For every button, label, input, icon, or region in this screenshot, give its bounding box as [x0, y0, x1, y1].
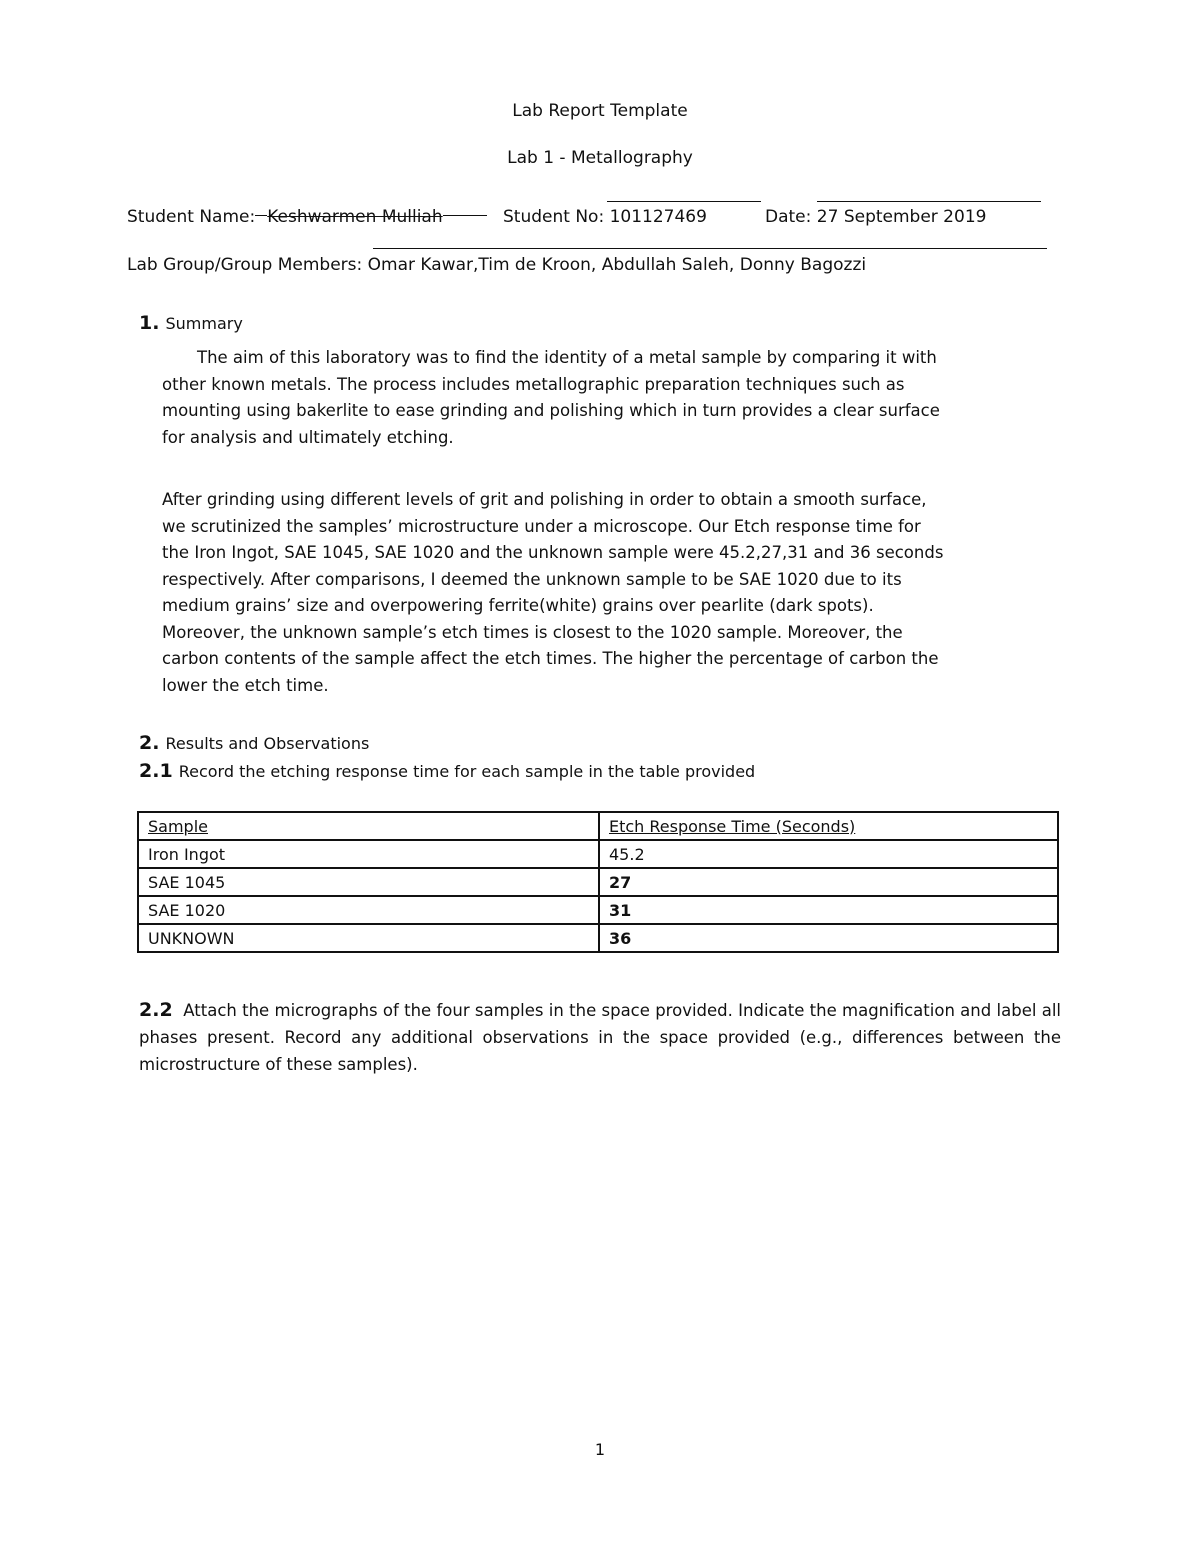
table-cell-sample: Iron Ingot — [138, 840, 599, 868]
section1-number: 1. — [139, 312, 160, 334]
section1-heading — [139, 312, 243, 334]
etch-time-table — [137, 811, 1059, 953]
summary-p2-line: After grinding using different levels of grit and polishing in order to obtain a smooth surface, — [162, 490, 927, 509]
table-cell-sample: SAE 1045 — [138, 868, 599, 896]
summary-p1-line: The aim of this laboratory was to find the identity of a metal sample by comparing it with — [197, 348, 937, 367]
table-row — [138, 840, 1058, 868]
table-header-etch-time: Etch Response Time (Seconds) — [599, 812, 1058, 840]
summary-p2-line: lower the etch time. — [162, 675, 329, 695]
student-number-field — [503, 207, 707, 227]
date-value: 27 September 2019 — [816, 207, 987, 227]
table-cell-time: 36 — [599, 924, 1058, 952]
table-header-sample: Sample — [138, 812, 599, 840]
section2-heading — [139, 732, 369, 754]
table-cell-sample: SAE 1020 — [138, 896, 599, 924]
summary-p2-line: medium grains’ size and overpowering ferrite(white) grains over pearlite (dark spots). — [162, 596, 874, 615]
summary-paragraph-2 — [162, 487, 943, 699]
section2-number: 2. — [139, 732, 160, 754]
section2-title: Results and Observations — [165, 734, 370, 753]
section2-2-block — [139, 997, 1061, 1078]
section1-title: Summary — [165, 314, 243, 333]
student-name-label: Student Name: — [127, 207, 256, 227]
table-row — [138, 924, 1058, 952]
group-members-field — [127, 255, 866, 275]
table-cell-sample: UNKNOWN — [138, 924, 599, 952]
section2-1-number: 2.1 — [139, 760, 173, 782]
summary-paragraph-1 — [162, 345, 940, 451]
date-field — [765, 207, 986, 227]
table-row — [138, 896, 1058, 924]
date-underline — [817, 201, 1041, 202]
summary-p2-line: carbon contents of the sample affect the etch times. The higher the percentage of carbon the — [162, 649, 939, 668]
section2-2-text: Attach the micrographs of the four samples in the space provided. Indicate the magnification and label all phases present. Record any additional observations in the space provided (e.g., differences between the microstructure of these samples). — [139, 1001, 1061, 1074]
group-underline — [373, 248, 1047, 249]
group-value: Omar Kawar,Tim de Kroon, Abdullah Saleh, Donny Bagozzi — [367, 255, 867, 275]
document-subtitle: Lab 1 - Metallography — [507, 148, 693, 168]
page-number: 1 — [594, 1440, 606, 1459]
summary-p2-line: we scrutinized the samples’ microstructure under a microscope. Our Etch response time for — [162, 516, 921, 536]
section2-2-number: 2.2 — [139, 999, 173, 1021]
group-label: Lab Group/Group Members: — [127, 255, 363, 275]
student-number-label: Student No: — [503, 207, 605, 227]
document-title: Lab Report Template — [512, 101, 688, 121]
summary-p2-line: respectively. After comparisons, I deemed the unknown sample to be SAE 1020 due to its — [162, 569, 902, 589]
summary-p1-line: for analysis and ultimately etching. — [162, 427, 454, 447]
section2-1-text: Record the etching response time for each sample in the table provided — [178, 762, 756, 781]
table-cell-time: 27 — [599, 868, 1058, 896]
table-row — [138, 868, 1058, 896]
table-header-row — [138, 812, 1058, 840]
summary-p1-line: mounting using bakerlite to ease grinding and polishing which in turn provides a clear surface — [162, 401, 940, 420]
section2-1-heading — [139, 760, 755, 782]
table-cell-time: 31 — [599, 896, 1058, 924]
student-number-value: 101127469 — [609, 207, 707, 227]
summary-p2-line: the Iron Ingot, SAE 1045, SAE 1020 and the unknown sample were 45.2,27,31 and 36 seconds — [162, 543, 944, 562]
student-name-field — [127, 207, 487, 227]
summary-p1-line: other known metals. The process includes metallographic preparation techniques such as — [162, 374, 905, 394]
summary-p2-line: Moreover, the unknown sample’s etch times is closest to the 1020 sample. Moreover, the — [162, 622, 903, 642]
table-cell-time: 45.2 — [599, 840, 1058, 868]
date-label: Date: — [765, 207, 812, 227]
student-no-underline — [607, 201, 761, 202]
student-name-value: Keshwarmen Mulliah — [267, 207, 443, 227]
